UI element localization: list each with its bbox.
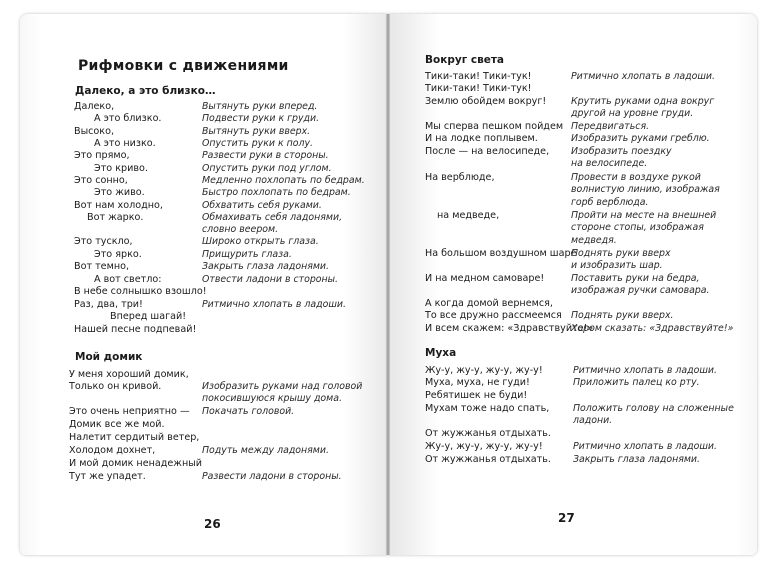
movement-note: Провести в воздухе рукой [571, 172, 701, 183]
movement-note: Крутить руками одна вокруг [571, 96, 715, 107]
movement-note: Приложить палец ко рту. [573, 377, 700, 388]
movement-note: Опустить руки под углом. [202, 163, 332, 174]
left-page [20, 14, 388, 555]
poem-line: Это живо. [94, 187, 145, 198]
book-spine [386, 14, 390, 555]
poem-line: Это криво. [94, 163, 148, 174]
movement-note: Ритмично хлопать в ладоши. [202, 299, 346, 310]
section-heading: Вокруг света [425, 54, 505, 66]
movement-note: Изобразить поездку [571, 146, 672, 157]
poem-line: А это низко. [94, 138, 156, 149]
poem-line: Тики-таки! Тики-тук! [425, 83, 532, 94]
movement-note: горб верблюда. [571, 197, 649, 208]
poem-line: На верблюде, [425, 172, 495, 183]
poem-line: И всем скажем: «Здравствуйте!» [425, 323, 594, 334]
movement-note: Вытянуть руки вверх. [202, 126, 311, 137]
movement-note: Прищурить глаза. [202, 249, 292, 260]
movement-note: другой на уровне груди. [571, 108, 694, 119]
movement-note: ладони. [573, 415, 613, 426]
poem-line: То все дружно рассмеемся [425, 310, 562, 321]
poem-line: Тут же упадет. [69, 471, 146, 482]
movement-note: изображая ручки самовара. [571, 285, 710, 296]
poem-line: Тики-таки! Тики-тук! [425, 71, 532, 82]
poem-line: Это ярко. [94, 249, 142, 260]
movement-note: Опустить руки к полу. [202, 138, 313, 149]
movement-note: Отвести ладони в стороны. [202, 274, 339, 285]
movement-note: Развести руки в стороны. [202, 150, 329, 161]
poem-line: на медведе, [437, 210, 500, 221]
poem-line: Мы сперва пешком пойдем [425, 121, 564, 132]
poem-line: От жужжанья отдыхать. [425, 428, 551, 439]
poem-line: Вот темно, [74, 261, 130, 272]
movement-note: Изобразить руками над головой [202, 381, 363, 392]
poem-line: Раз, два, три! [74, 299, 143, 310]
poem-line: Это тускло, [74, 236, 133, 247]
page-title: Рифмовки с движениями [78, 58, 289, 74]
movement-note: Обмахивать себя ладонями, [202, 212, 343, 223]
movement-note: Ритмично хлопать в ладоши. [573, 441, 717, 452]
poem-line: В небе солнышко взошло! [74, 286, 207, 297]
movement-note: Поднять руки вверх [571, 248, 671, 259]
poem-line: Ребятишек не буди! [425, 390, 528, 401]
poem-line: Далеко, [74, 101, 115, 112]
movement-note: Ритмично хлопать в ладоши. [573, 365, 717, 376]
movement-note: на велосипеде. [571, 158, 648, 169]
movement-note: Обхватить себя руками. [202, 200, 322, 211]
movement-note: Изобразить руками греблю. [571, 133, 710, 144]
movement-note: и изобразить шар. [571, 260, 663, 271]
poem-line: А вот светло: [94, 274, 162, 285]
poem-line: Налетит сердитый ветер, [69, 432, 200, 443]
movement-note: Поставить руки на бедра, [571, 273, 700, 284]
movement-note: Широко открыть глаза. [202, 236, 319, 247]
movement-note: медведя. [571, 235, 617, 246]
movement-note: Вытянуть руки вперед. [202, 101, 318, 112]
movement-note: Поднять руки вверх. [571, 310, 674, 321]
poem-line: Только он кривой. [69, 381, 162, 392]
poem-line: Это прямо, [74, 150, 130, 161]
movement-note: стороне стопы, изображая [571, 222, 704, 233]
section-heading: Далеко, а это близко… [75, 85, 216, 97]
poem-line: Это очень неприятно — [69, 406, 190, 417]
movement-note: Быстро похлопать по бедрам. [202, 187, 351, 198]
poem-line: Это сонно, [74, 175, 128, 186]
movement-note: Закрыть глаза ладонями. [573, 454, 700, 465]
poem-line: А это близко. [94, 113, 162, 124]
movement-note: Развести ладони в стороны. [202, 471, 342, 482]
poem-line: Домик все же мой. [69, 419, 165, 430]
poem-line: Вперед шагай! [110, 311, 187, 322]
poem-line: Землю обойдем вокруг! [425, 96, 547, 107]
movement-note: Подуть между ладонями. [202, 445, 329, 456]
poem-line: От жужжанья отдыхать. [425, 454, 551, 465]
movement-note: Покачать головой. [202, 406, 295, 417]
movement-note: Хором сказать: «Здравствуйте!» [571, 323, 734, 334]
open-book [20, 14, 757, 555]
poem-line: Жу-у, жу-у, жу-у, жу-у! [425, 365, 543, 376]
movement-note: Медленно похлопать по бедрам. [202, 175, 365, 186]
right-page [388, 14, 757, 555]
poem-line: А когда домой вернемся, [425, 298, 553, 309]
movement-note: покосившуюся крышу дома. [202, 393, 342, 404]
movement-note: Подвести руки к груди. [202, 113, 320, 124]
section-heading: Мой домик [75, 351, 143, 363]
poem-line: Высоко, [74, 126, 115, 137]
section-heading: Муха [425, 347, 457, 359]
movement-note: Ритмично хлопать в ладоши. [571, 71, 715, 82]
poem-line: И мой домик ненадежный [69, 458, 203, 469]
page-number: 27 [558, 511, 575, 525]
poem-line: Холодом дохнет, [69, 445, 156, 456]
poem-line: Вот жарко. [87, 212, 144, 223]
poem-line: У меня хороший домик, [69, 369, 189, 380]
movement-note: Пройти на месте на внешней [571, 210, 717, 221]
movement-note: Закрыть глаза ладонями. [202, 261, 329, 272]
movement-note: Положить голову на сложенные [573, 403, 734, 414]
poem-line: Вот нам холодно, [74, 200, 163, 211]
poem-line: И на медном самоваре! [425, 273, 545, 284]
movement-note: волнистую линию, изображая [571, 184, 720, 195]
poem-line: После — на велосипеде, [425, 146, 550, 157]
poem-line: Мухам тоже надо спать, [425, 403, 550, 414]
poem-line: На большом воздушном шаре [425, 248, 577, 259]
poem-line: И на лодке поплывем. [425, 133, 538, 144]
poem-line: Нашей песне подпевай! [74, 324, 197, 335]
page-number: 26 [204, 517, 221, 531]
poem-line: Муха, муха, не гуди! [425, 377, 530, 388]
poem-line: Жу-у, жу-у, жу-у, жу-у! [425, 441, 543, 452]
movement-note: Передвигаться. [571, 121, 650, 132]
movement-note: словно веером. [202, 224, 279, 235]
